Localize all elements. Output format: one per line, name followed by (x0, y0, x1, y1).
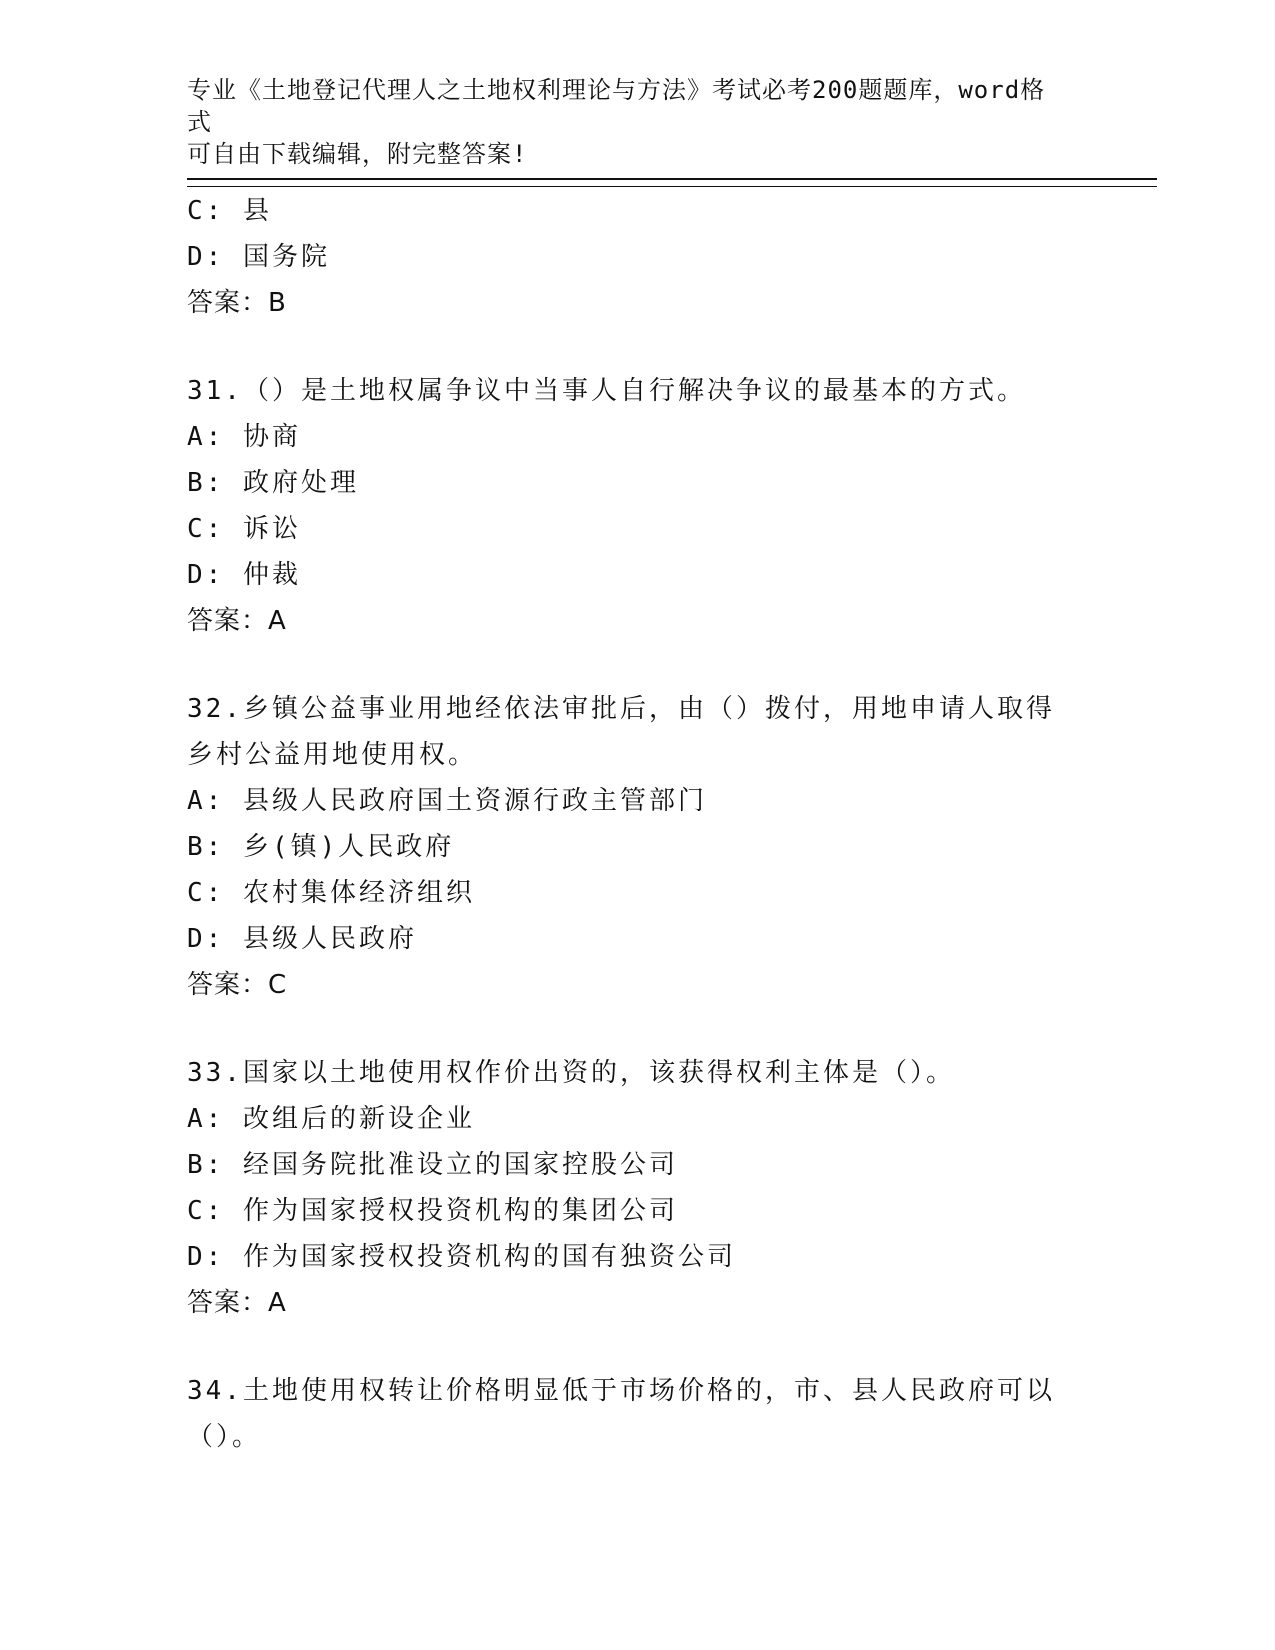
option-c: C: 作为国家授权投资机构的集团公司 (187, 1196, 678, 1226)
answer: 答案：C (187, 970, 288, 1000)
option-c: C: 农村集体经济组织 (187, 878, 475, 908)
question-33 (187, 1050, 1087, 1326)
spacer (187, 644, 1087, 686)
option-c: C: 县 (187, 196, 272, 226)
answer: 答案：B (187, 288, 287, 318)
question-stem: 31.（）是土地权属争议中当事人自行解决争议的最基本的方式。 (187, 376, 1026, 406)
option-b: B: 经国务院批准设立的国家控股公司 (187, 1150, 678, 1180)
option-c: C: 诉讼 (187, 514, 301, 544)
option-a: A: 改组后的新设企业 (187, 1104, 475, 1134)
option-d: D: 仲裁 (187, 560, 301, 590)
question-stem: 32.乡镇公益事业用地经依法审批后，由（）拨付，用地申请人取得乡村公益用地使用权。 (187, 694, 1055, 770)
option-b: B: 政府处理 (187, 468, 359, 498)
option-d: D: 县级人民政府 (187, 924, 417, 954)
header-title-line-1: 专业《土地登记代理人之土地权利理论与方法》考试必考200题题库，word格式 (187, 76, 1046, 136)
option-b: B: 乡(镇)人民政府 (187, 832, 455, 862)
option-a: A: 协商 (187, 422, 301, 452)
question-34 (187, 1368, 1087, 1460)
answer: 答案：A (187, 1288, 287, 1318)
question-31 (187, 368, 1087, 644)
option-d: D: 国务院 (187, 242, 330, 272)
document-header (187, 74, 1067, 170)
question-32 (187, 686, 1087, 1008)
question-list (187, 188, 1087, 1460)
option-d: D: 作为国家授权投资机构的国有独资公司 (187, 1242, 736, 1272)
question-stem: 33.国家以土地使用权作价出资的，该获得权利主体是（）。 (187, 1058, 955, 1088)
spacer (187, 326, 1087, 368)
spacer (187, 1008, 1087, 1050)
header-title-line-2: 可自由下载编辑，附完整答案! (187, 140, 528, 168)
spacer (187, 1326, 1087, 1368)
header-divider (187, 178, 1157, 187)
option-a: A: 县级人民政府国土资源行政主管部门 (187, 786, 707, 816)
answer: 答案：A (187, 606, 287, 636)
question-30-tail (187, 188, 1087, 326)
question-stem: 34.土地使用权转让价格明显低于市场价格的，市、县人民政府可以（）。 (187, 1376, 1055, 1452)
